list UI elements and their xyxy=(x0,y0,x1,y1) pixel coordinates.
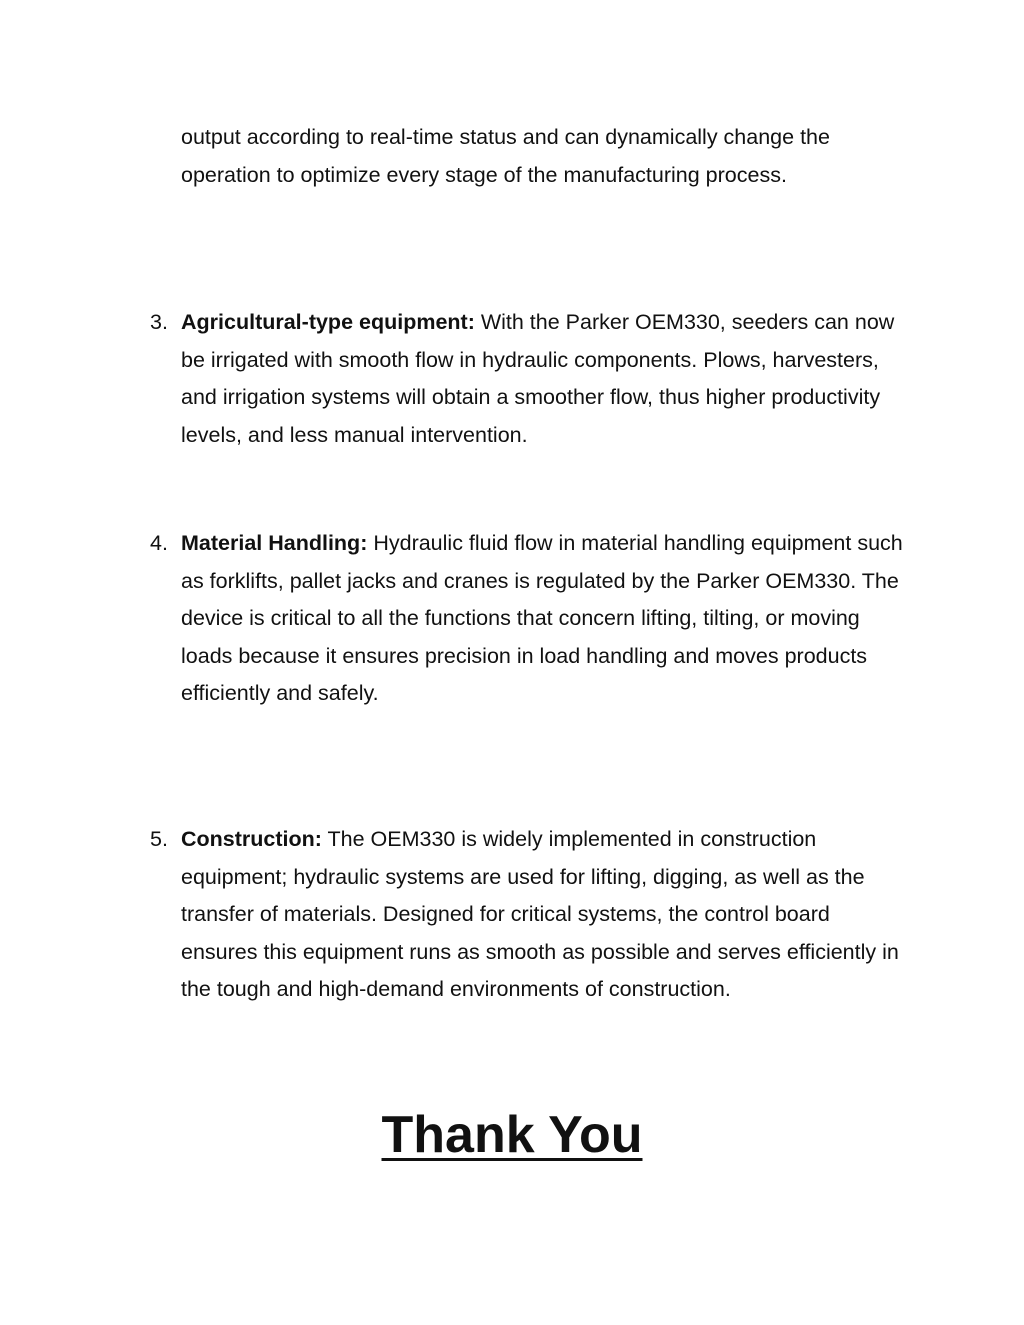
list-item-body xyxy=(181,304,912,454)
list-item-term: Construction: xyxy=(181,827,322,851)
closing-heading xyxy=(0,1104,1024,1166)
list-item-text: Hydraulic fluid flow in material handling equipment such as forklifts, pallet jacks and cranes is regulated by the Parker OEM330. The device is critical to all the functions that concern lifting, tilting, or moving loads because it ensures precision in load handling and moves products efficiently and safely. xyxy=(181,531,903,706)
list-item-material-handling xyxy=(150,525,912,713)
list-item-number: 5. xyxy=(150,827,168,851)
list-item-body xyxy=(181,821,912,1009)
list-item-text: With the Parker OEM330, seeders can now be irrigated with smooth flow in hydraulic components. Plows, harvesters, and irrigation systems will obtain a smoother flow, thus higher productivity levels, and less manual intervention. xyxy=(181,310,895,447)
list-item-term: Agricultural-type equipment: xyxy=(181,310,475,334)
list-item-body xyxy=(181,525,912,713)
closing-heading-text: Thank You xyxy=(381,1106,643,1164)
continuation-paragraph: output according to real-time status and can dynamically change the operation to optimize every stage of the manufacturing process. xyxy=(181,125,830,187)
list-item-agricultural xyxy=(150,304,912,454)
list-item-number: 3. xyxy=(150,310,168,334)
list-item-number: 4. xyxy=(150,531,168,555)
list-item-term: Material Handling: xyxy=(181,531,368,555)
list-item-construction xyxy=(150,821,912,1009)
list-item-text: The OEM330 is widely implemented in construction equipment; hydraulic systems are used for lifting, digging, as well as the transfer of materials. Designed for critical systems, the control board ensures this equipment runs as smooth as possible and serves efficiently in the tough and high-demand environments of construction. xyxy=(181,827,899,1002)
